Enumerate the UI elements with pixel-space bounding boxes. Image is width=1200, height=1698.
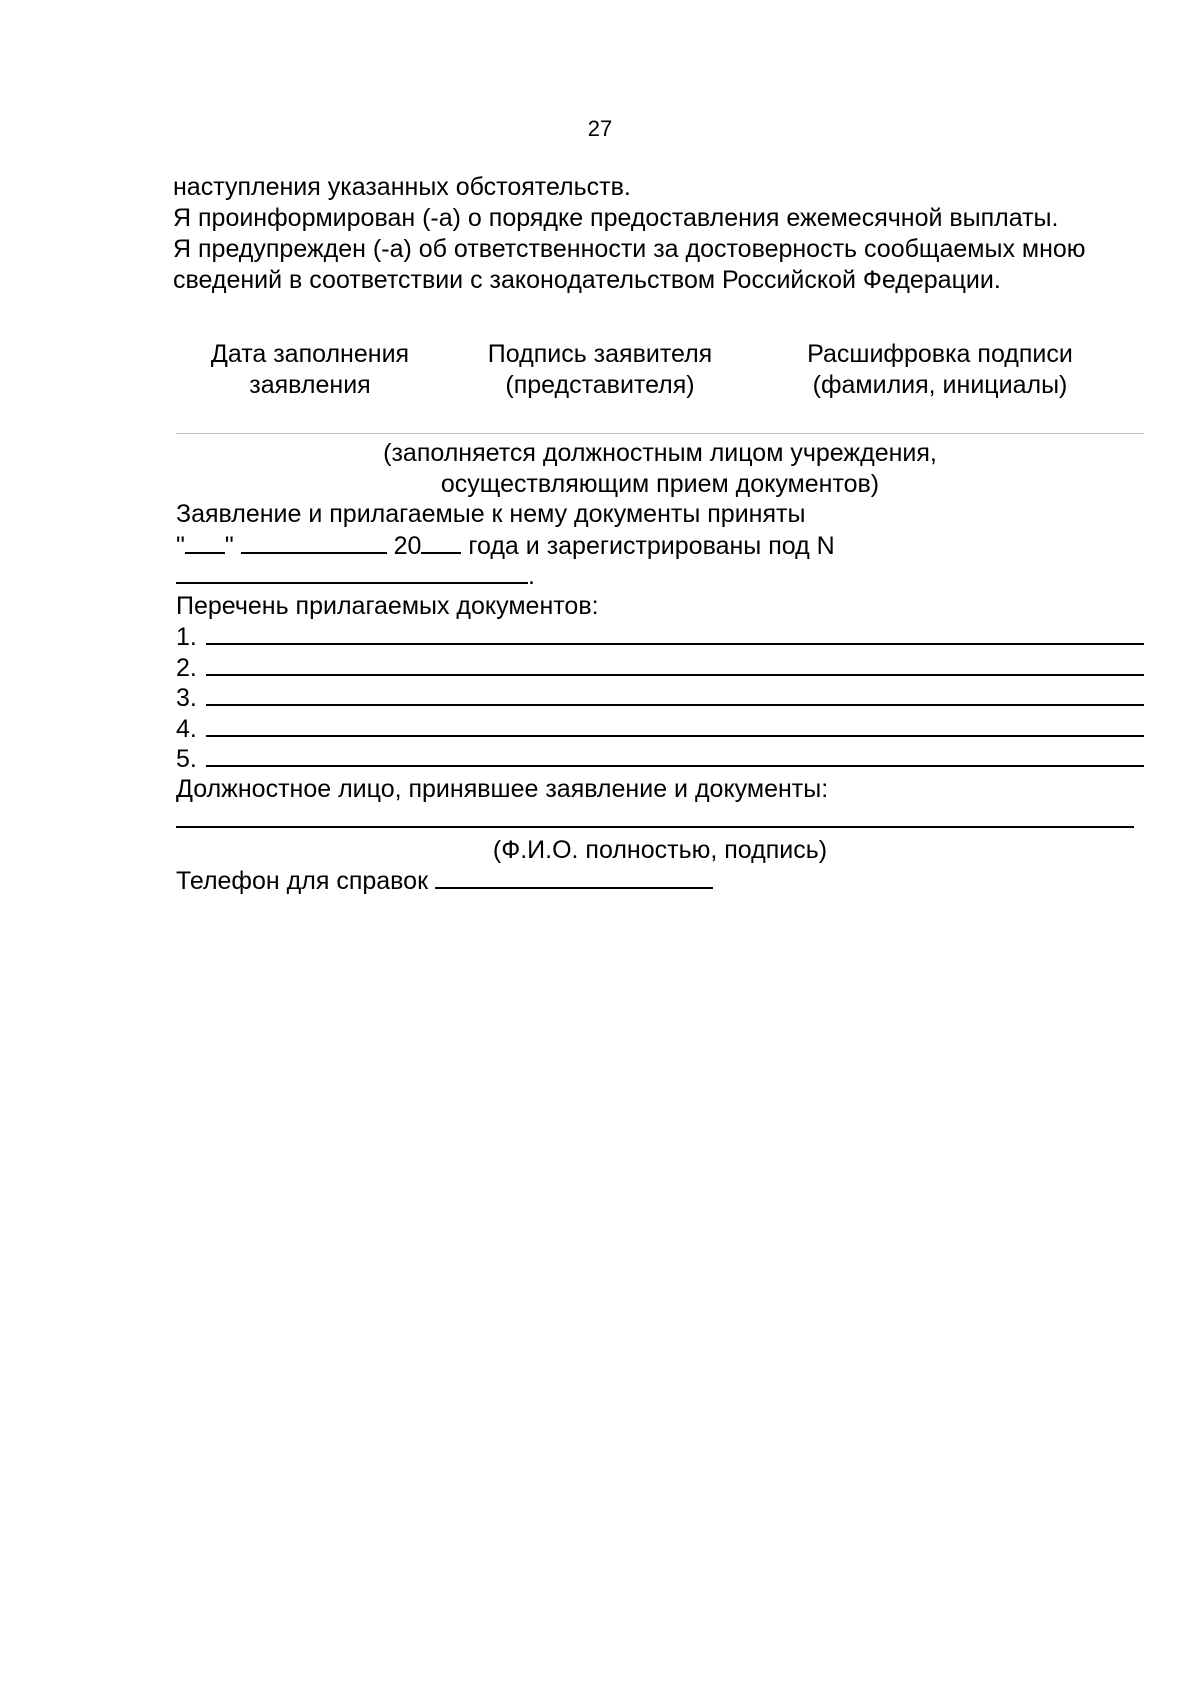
intro-line: Я проинформирован (-а) о порядке предоставления ежемесячной выплаты. bbox=[173, 204, 1059, 232]
page-number: 27 bbox=[587, 116, 613, 141]
year-field[interactable] bbox=[421, 530, 461, 554]
month-field[interactable] bbox=[241, 530, 387, 554]
decode-label-line: Расшифровка подписи bbox=[807, 340, 1073, 368]
applicant-signature-label bbox=[470, 339, 730, 401]
registration-number-line bbox=[176, 560, 1144, 591]
day-field[interactable] bbox=[185, 530, 225, 554]
doc-list-number: 3. bbox=[176, 684, 197, 712]
year-prefix: 20 bbox=[393, 531, 422, 560]
signature-label-line: (представителя) bbox=[505, 371, 695, 399]
doc-list-field[interactable] bbox=[206, 621, 1144, 645]
doc-list-number: 1. bbox=[176, 623, 197, 651]
accepted-text: Заявление и прилагаемые к нему документы приняты bbox=[176, 500, 806, 528]
doc-list-field[interactable] bbox=[206, 682, 1144, 706]
doc-list-number: 5. bbox=[176, 745, 197, 773]
doc-list-item bbox=[176, 713, 1144, 744]
registration-number-end: . bbox=[528, 562, 535, 590]
doc-list-field[interactable] bbox=[206, 743, 1144, 767]
official-note-line: осуществляющим прием документов) bbox=[440, 469, 880, 498]
doc-list-number: 2. bbox=[176, 653, 197, 682]
acceptance-date-line bbox=[176, 530, 1144, 561]
official-section bbox=[176, 438, 1144, 896]
date-label-line: заявления bbox=[249, 371, 371, 399]
fio-caption: (Ф.И.О. полностью, подпись) bbox=[492, 835, 828, 864]
doc-list-number: 4. bbox=[176, 714, 197, 743]
quote-close: " bbox=[224, 531, 234, 560]
phone-label: Телефон для справок bbox=[176, 867, 429, 895]
official-note-line: (заполняется должностным лицом учреждения, bbox=[383, 439, 937, 467]
doc-list-item bbox=[176, 743, 1144, 774]
doc-list-field[interactable] bbox=[206, 713, 1144, 737]
official-person-field[interactable] bbox=[176, 804, 1134, 828]
intro-line: Я предупрежден (-а) об ответственности за достоверность сообщаемых мною bbox=[173, 235, 1086, 263]
registered-text: года и зарегистрированы под N bbox=[468, 531, 835, 560]
phone-line bbox=[176, 865, 1144, 896]
doc-list-item bbox=[176, 621, 1144, 652]
quote-open: " bbox=[176, 531, 185, 560]
date-label-line: Дата заполнения bbox=[210, 340, 410, 368]
registration-number-field[interactable] bbox=[176, 560, 528, 584]
signature-label-line: Подпись заявителя bbox=[487, 340, 713, 368]
intro-text bbox=[173, 172, 1173, 296]
doc-list-item bbox=[176, 652, 1144, 683]
doc-list-field[interactable] bbox=[206, 652, 1144, 676]
official-person-label: Должностное лицо, принявшее заявление и документы: bbox=[176, 774, 829, 803]
section-divider bbox=[176, 433, 1144, 434]
intro-line: сведений в соответствии с законодательством Российской Федерации. bbox=[173, 266, 1001, 294]
doc-list-item bbox=[176, 682, 1144, 713]
official-person-line bbox=[176, 804, 1144, 835]
signature-decode-label bbox=[790, 339, 1090, 401]
phone-field[interactable] bbox=[435, 865, 713, 889]
decode-label-line: (фамилия, инициалы) bbox=[812, 371, 1068, 399]
docs-list-title: Перечень прилагаемых документов: bbox=[176, 591, 599, 620]
intro-line: наступления указанных обстоятельств. bbox=[173, 173, 631, 201]
date-of-filling-label bbox=[200, 339, 420, 401]
